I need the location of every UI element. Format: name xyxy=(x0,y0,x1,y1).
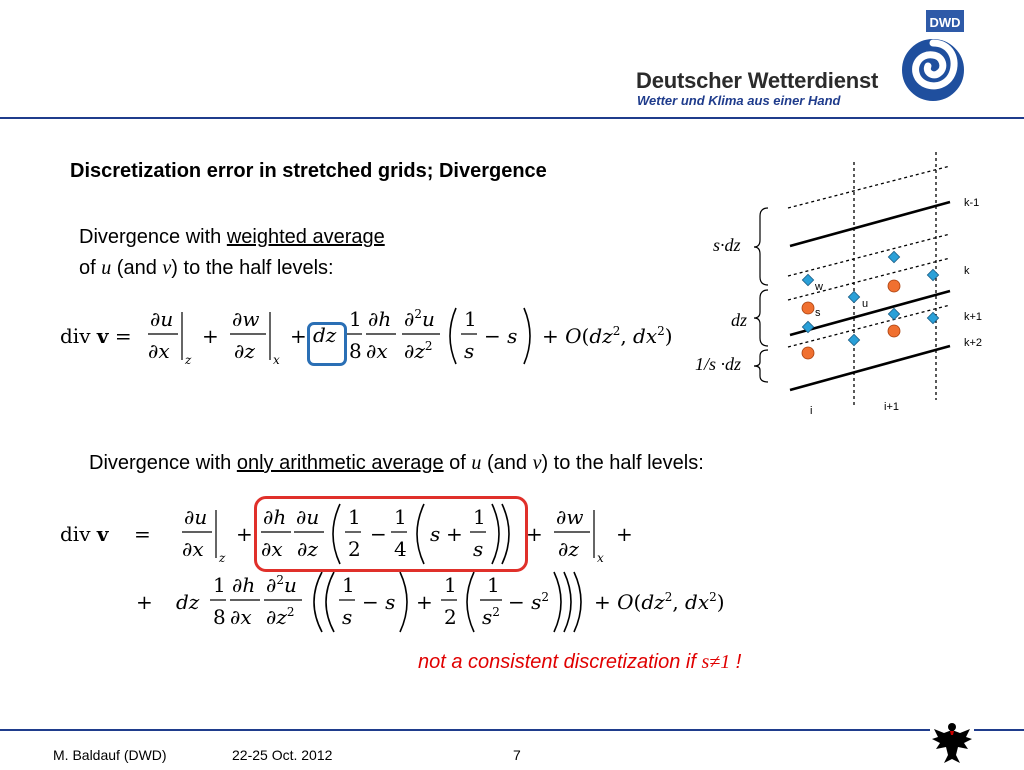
svg-text:∂h: ∂h xyxy=(232,573,256,597)
svg-text:+: + xyxy=(202,324,219,348)
node-s-1 xyxy=(802,302,814,314)
svg-text:s: s xyxy=(430,522,441,546)
svg-text:x: x xyxy=(597,551,604,565)
header-rule xyxy=(0,117,1024,119)
svg-text:∂z: ∂z xyxy=(234,339,255,363)
node-w-1 xyxy=(802,274,813,285)
footer-date: 22-25 Oct. 2012 xyxy=(232,747,333,763)
svg-text:∂u: ∂u xyxy=(296,505,320,529)
node-w-4 xyxy=(888,308,899,319)
org-name: Deutscher Wetterdienst xyxy=(636,68,879,93)
svg-text:− s: − s xyxy=(362,590,396,614)
slide-title: Discretization error in stretched grids; Divergence xyxy=(70,160,547,182)
svg-text:∂w: ∂w xyxy=(232,307,260,331)
org-tagline: Wetter und Klima aus einer Hand xyxy=(637,93,841,108)
svg-text:+ O(dz2, dx2): + $O(dz^2$, $dx^2$) xyxy=(542,324,673,348)
intro2-var-v: v xyxy=(532,452,542,474)
intro1-of: of xyxy=(79,257,102,279)
intro1-line1 xyxy=(79,226,385,249)
svg-text:8: 8 xyxy=(213,605,226,629)
svg-text:− s2: − $s^2$ xyxy=(508,590,550,614)
svg-text:div v =: div v = xyxy=(60,324,132,348)
svg-text:2: 2 xyxy=(444,605,457,629)
svg-text:∂z: ∂z xyxy=(297,537,318,561)
dwd-logo xyxy=(896,8,970,108)
svg-text:s2: $s^2$ xyxy=(482,605,500,629)
brace-label-inv-sdz: 1/s ·dz xyxy=(695,354,742,374)
svg-text:=: = xyxy=(134,522,151,546)
svg-text:1: 1 xyxy=(487,573,500,597)
intro1-and: (and xyxy=(111,257,163,279)
brace-label-dz: dz xyxy=(731,310,748,330)
equation-weighted-average xyxy=(60,298,690,383)
svg-text:1: 1 xyxy=(342,573,355,597)
node-s-2 xyxy=(888,280,900,292)
node-u-1 xyxy=(848,291,859,302)
svg-text:1: 1 xyxy=(473,505,486,529)
logo-text: DWD xyxy=(929,15,961,30)
svg-text:1: 1 xyxy=(349,307,362,331)
svg-text:∂z: ∂z xyxy=(558,537,579,561)
intro2-underlined: only arithmetic average xyxy=(236,452,444,474)
svg-text:− s: − s xyxy=(484,324,518,348)
intro1-var-u: u xyxy=(101,257,112,279)
intro2-of: of xyxy=(443,452,472,474)
svg-text:x: x xyxy=(273,353,280,367)
svg-text:+: + xyxy=(416,590,433,614)
node-u-3 xyxy=(848,334,859,345)
svg-text:∂z2: $\partial z^2$ xyxy=(266,605,295,629)
svg-text:∂h: ∂h xyxy=(368,307,392,331)
svg-text:z: z xyxy=(185,353,192,367)
intro1-prefix: Divergence with xyxy=(79,226,227,248)
svg-text:∂2u: ∂$^2$u xyxy=(266,573,297,597)
column-label-i: i xyxy=(810,405,813,417)
svg-text:∂x: ∂x xyxy=(230,605,252,629)
svg-text:z: z xyxy=(219,551,226,565)
svg-text:−: − xyxy=(370,522,387,546)
svg-text:1: 1 xyxy=(213,573,226,597)
svg-text:8: 8 xyxy=(349,339,362,363)
intro2-prefix: Divergence with xyxy=(89,452,237,474)
svg-text:∂h: ∂h xyxy=(263,505,287,529)
intro1-underlined: weighted average xyxy=(226,226,385,248)
svg-text:+: + xyxy=(136,590,153,614)
highlight-extra-term-box xyxy=(254,496,528,572)
intro2-and: (and xyxy=(481,452,533,474)
svg-text:1: 1 xyxy=(444,573,457,597)
svg-text:+: + xyxy=(446,522,463,546)
column-label-i+1: i+1 xyxy=(884,401,899,413)
node-w-2 xyxy=(888,251,899,262)
intro1-var-v: v xyxy=(162,257,172,279)
footer-author: M. Baldauf (DWD) xyxy=(53,747,167,763)
point-label-u: u xyxy=(862,298,869,310)
grid-diagram xyxy=(688,150,1018,425)
svg-text:dz: dz xyxy=(176,590,200,614)
svg-text:∂x: ∂x xyxy=(148,339,170,363)
brace-label-sdz: s·dz xyxy=(713,235,741,255)
svg-text:+: + xyxy=(526,522,543,546)
svg-text:∂w: ∂w xyxy=(556,505,584,529)
intro2-var-u: u xyxy=(471,452,482,474)
svg-text:+: + xyxy=(616,522,633,546)
svg-text:+: + xyxy=(236,522,253,546)
svg-text:1: 1 xyxy=(464,307,477,331)
svg-text:4: 4 xyxy=(394,537,407,561)
node-s-3 xyxy=(802,347,814,359)
svg-text:+ O(dz2, dx2): + $O(dz^2$, $dx^2$) xyxy=(594,590,725,614)
svg-text:s: s xyxy=(473,537,484,561)
svg-text:2: 2 xyxy=(348,537,361,561)
intro2-line xyxy=(89,452,704,475)
svg-text:∂z2: $\partial z^2$ xyxy=(404,339,433,363)
level-label-k: k xyxy=(964,265,970,277)
warning-text xyxy=(418,651,741,674)
svg-text:div v: div v xyxy=(60,522,109,546)
intro2-suffix: ) to the half levels: xyxy=(541,452,704,474)
warning-end: ! xyxy=(730,651,742,673)
svg-text:s: s xyxy=(342,605,353,629)
footer-rule xyxy=(0,729,1024,731)
svg-text:1: 1 xyxy=(348,505,361,529)
node-u-4 xyxy=(927,312,938,323)
highlight-dz-box xyxy=(307,322,347,366)
point-label-w: w xyxy=(815,281,823,293)
level-label-k+2: k+2 xyxy=(964,337,983,349)
level-label-k-1: k-1 xyxy=(964,197,980,209)
node-s-4 xyxy=(888,325,900,337)
svg-text:∂x: ∂x xyxy=(261,537,283,561)
svg-text:∂x: ∂x xyxy=(366,339,388,363)
footer-page-number: 7 xyxy=(513,747,521,763)
point-label-s: s xyxy=(815,307,821,319)
intro1-line2 xyxy=(79,257,334,280)
warning-main: not a consistent discretization if xyxy=(418,651,702,673)
level-label-k+1: k+1 xyxy=(964,311,983,323)
svg-text:∂2u: ∂$^2$u xyxy=(404,307,435,331)
svg-text:+: + xyxy=(290,324,307,348)
svg-text:dz: dz xyxy=(313,323,337,347)
svg-text:∂u: ∂u xyxy=(150,307,174,331)
eagle-emblem-icon xyxy=(930,719,974,765)
intro1-suffix: ) to the half levels: xyxy=(171,257,334,279)
svg-text:∂u: ∂u xyxy=(184,505,208,529)
svg-text:∂x: ∂x xyxy=(182,537,204,561)
node-u-2 xyxy=(927,269,938,280)
svg-text:s: s xyxy=(464,339,475,363)
svg-text:1: 1 xyxy=(394,505,407,529)
warning-condition: s≠1 xyxy=(701,651,731,673)
